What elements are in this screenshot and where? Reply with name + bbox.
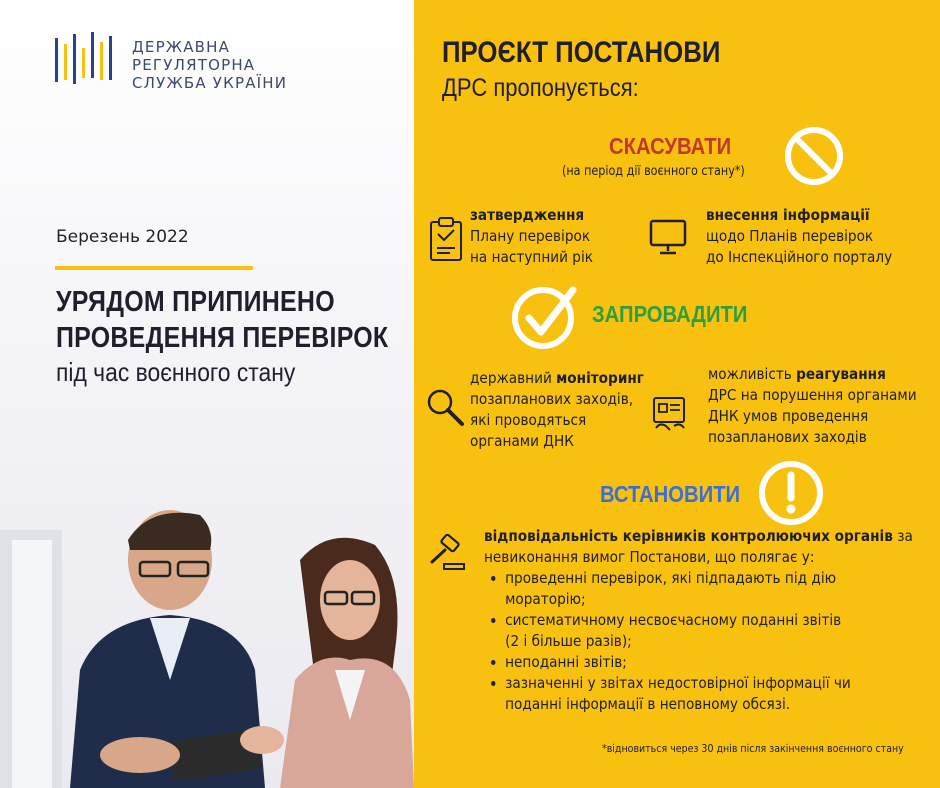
establish-text [484,526,913,715]
gavel-icon [426,534,468,574]
exclamation-icon [756,458,826,528]
clipboard-icon [428,216,466,264]
establish-bullet-list [484,568,913,715]
bullet-item-3 [505,652,913,673]
introduce-item-2-bold: реагування [796,365,886,383]
report-icon [650,394,690,434]
bullet-3-line-1: • неподанні звітів; [505,653,627,671]
introduce-item-2-normal: можливість [708,365,797,383]
introduce-item-2-line-3: ДНК умов проведення [708,407,869,425]
cancel-heading: СКАСУВАТИ [609,133,732,159]
right-panel [414,0,940,788]
logo-line-3: СЛУЖБА УКРАЇНИ [132,74,288,92]
bullet-item-4 [505,673,913,715]
introduce-heading: ЗАПРОВАДИТИ [592,301,748,327]
bullet-2-line-2: (2 і більше разів); [505,632,632,650]
prohibited-icon [782,124,846,188]
introduce-item-1-line-1 [470,368,644,389]
introduce-item-2-line-1 [708,364,917,385]
introduce-item-1 [470,368,644,452]
bullet-4-line-1: • зазначенні у звітах недостовірної інформації чи [505,674,851,692]
establish-line-1 [484,526,913,547]
right-subtitle: ДРС пропонується: [442,74,639,102]
cancel-item-1-line-3: на наступний рік [470,248,593,266]
establish-after-bold: за [892,527,913,545]
right-title: ПРОЄКТ ПОСТАНОВИ [442,36,721,69]
bullet-item-1 [505,568,913,610]
footnote: *відновиться через 30 днів після закінчення воєнного стану [602,742,904,755]
introduce-item-1-line-2: позапланових заходів, [470,390,634,408]
introduce-item-2 [708,364,917,448]
logo-line-1: ДЕРЖАВНА [132,38,231,56]
bullet-1-line-2: мораторію; [505,590,586,608]
yellow-divider [55,266,253,270]
cancel-item-2-line-3: до Інспекційного порталу [706,248,893,266]
cancel-item-2 [706,205,892,268]
left-panel [0,0,414,788]
bullet-4-line-2: поданні інформації в неповному обсязі. [505,695,791,713]
introduce-item-1-bold: моніторинг [556,369,644,387]
logo-line-2: РЕГУЛЯТОРНА [132,56,256,74]
bullet-1-line-1: • проведенні перевірок, які підпадають під дію [505,569,837,587]
headline-line-2: ПРОВЕДЕННЯ ПЕРЕВІРОК [56,322,389,354]
date-label: Березень 2022 [56,227,189,247]
cancel-item-1-bold: затвердження [470,206,585,224]
magnifier-icon [424,386,468,430]
introduce-item-2-line-4: позапланових заходів [708,428,867,446]
establish-heading: ВСТАНОВИТИ [600,481,741,507]
cancel-item-2-bold: внесення інформації [706,206,870,224]
cancel-item-1 [470,205,593,268]
headline [56,284,443,388]
bullet-item-2 [505,610,913,652]
logo-text [132,38,287,92]
office-workers-photo [0,500,414,788]
bullet-2-line-1: • систематичному несвоєчасному поданні звітів [505,611,842,629]
introduce-item-1-line-3: які проводяться [470,411,587,429]
establish-line-2: невиконання вимог Постанови, що полягає у: [484,548,815,566]
introduce-item-2-line-2: ДРС на порушення органами [708,386,917,404]
establish-bold: відповідальність керівників контролюючих органів [484,527,893,545]
headline-line-1: УРЯДОМ ПРИПИНЕНО [56,286,335,318]
cancel-item-2-line-2: щодо Планів перевірок [706,227,874,245]
cancel-item-1-line-2: Плану перевірок [470,227,591,245]
cancel-note: (на період дії воєнного стану*) [562,164,745,179]
introduce-item-1-normal: державний [470,369,557,387]
drs-logo-icon [52,30,124,92]
checkmark-icon [509,280,581,352]
introduce-item-1-line-4: органами ДНК [470,432,574,450]
monitor-icon [648,218,688,256]
headline-line-3: під час воєнного стану [56,357,296,387]
